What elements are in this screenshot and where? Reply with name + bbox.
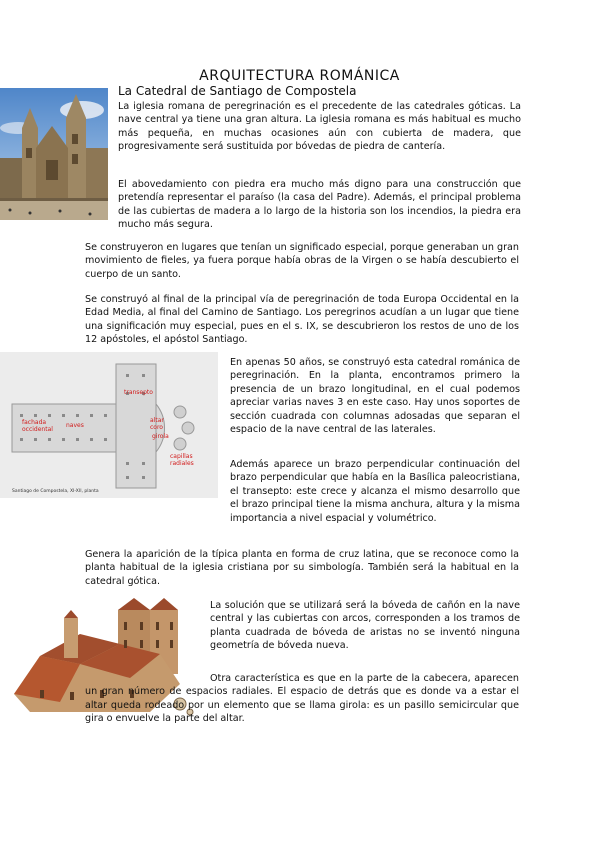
paragraph-9: Otra característica es que en la parte de la cabecera, aparecen un gran número de espacios radiales. El espacio de detrás que es donde va a estar el altar queda rodeado por un elemento que se llama girola: es un pasillo semicircular que gira o envuelve la parte del altar. (85, 673, 519, 725)
plan-label-girola: girola (152, 433, 169, 440)
plan-label-transepto: transepto (124, 389, 153, 396)
page-subtitle: La Catedral de Santiago de Compostela (118, 84, 357, 98)
paragraph-6: Además aparece un brazo perpendicular continuación del brazo perpendicular que había en la Basílica paleocristiana, el transepto: este crece y alcanza el mismo desarrollo que el brazo principal tiene la misma anchura, altura y la misma importancia a nivel espacial y volumétrico. (230, 459, 520, 524)
plan-label-occidental: occidental (22, 426, 53, 433)
plan-label-naves: naves (66, 422, 84, 429)
paragraph-8: La solución que se utilizará será la bóveda de cañón en la nave central y las cubiertas con arcos, corresponden a los tramos de planta cuadrada de bóveda de aristas no se inventó ninguna geometría de bóveda nueva. (210, 600, 520, 652)
plan-label-coro: coro (150, 424, 163, 431)
paragraph-4: Se construyó al final de la principal vía de peregrinación de toda Europa Occidental en la Edad Media, al final del Camino de Santiago. Los peregrinos acudían a un lugar que tiene una significación muy especial, pues en el s. IX, se descubrieron los restos de uno de los 12 apóstoles, el apóstol Santiago. (85, 294, 519, 346)
page-title: ARQUITECTURA ROMÁNICA (199, 68, 400, 84)
paragraph-5: En apenas 50 años, se construyó esta catedral románica de peregrinación. En la planta, encontramos primero la presencia de un brazo longitudinal, en el cual podemos apreciar varias naves 3 en este caso. Hay unos soportes de sección cuadrada con columnas adosadas que separan el espacio de la nave central de las laterales. (230, 357, 520, 436)
paragraph-3: Se construyeron en lugares que tenían un significado especial, porque generaban un gran movimiento de fieles, ya fuera porque había obras de la Virgen o se había descubierto el cuerpo de un santo. (85, 242, 519, 280)
floor-plan-image (0, 352, 218, 498)
plan-label-radiales: radiales (170, 460, 194, 467)
plan-caption: Santiago de Compostela, XI-XII, planta (12, 489, 99, 494)
plan-label-capillas: capillas (170, 453, 193, 460)
plan-label-fachada: fachada (22, 419, 47, 426)
cathedral-photo (0, 88, 108, 220)
paragraph-2: El abovedamiento con piedra era mucho más digno para una construcción que pretendía representar el paraíso (la casa del Padre). Además, el principal problema de las cubiertas de madera a lo largo de la historia son los incendios, la piedra era mucho más segura. (118, 179, 521, 231)
paragraph-1: La iglesia romana de peregrinación es el precedente de las catedrales góticas. La nave central ya tiene una gran altura. La iglesia romana es más habitual es mucho más pequeña, en muchas ocasiones aún con cubierta de madera, que progresivamente será sustituida por bóvedas de piedra de cantería. (118, 101, 521, 153)
paragraph-7: Genera la aparición de la típica planta en forma de cruz latina, que se reconoce como la planta habitual de la iglesia cristiana por su simbología. También será la habitual en la catedral gótica. (85, 549, 519, 587)
plan-label-altar: altar (150, 417, 164, 424)
